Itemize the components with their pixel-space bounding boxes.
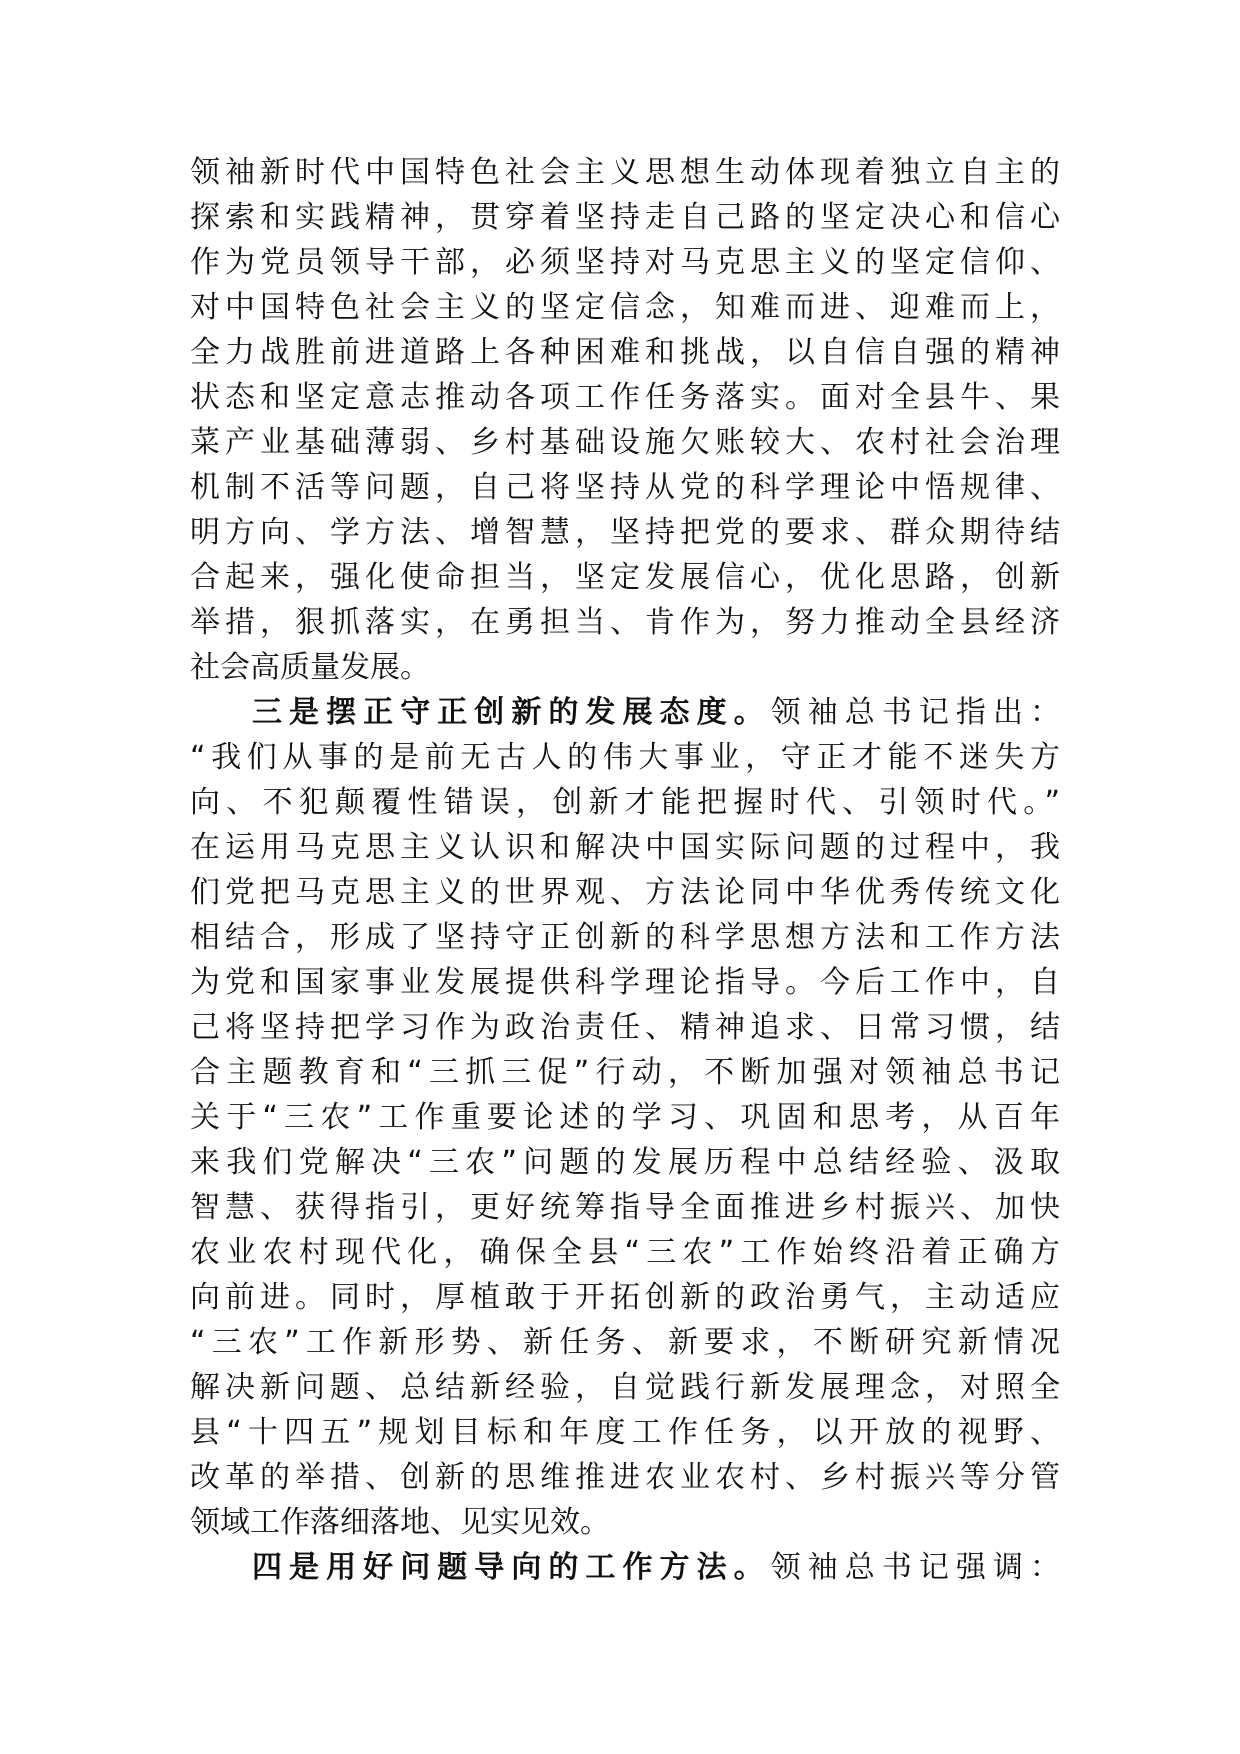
paragraph-line: 来我们党解决“三农”问题的发展历程中总结经验、汲取 — [190, 1145, 1060, 1180]
paragraph-line: 改革的举措、创新的思维推进农业农村、乡村振兴等分管 — [190, 1460, 1060, 1495]
paragraph-3 — [190, 1545, 1060, 1590]
paragraph-line: 解决新问题、总结新经验，自觉践行新发展理念，对照全 — [190, 1370, 1060, 1405]
paragraph-line: 相结合，形成了坚持守正创新的科学思想方法和工作方法 — [190, 920, 1060, 955]
paragraph-first-line — [190, 690, 1060, 735]
paragraph-line: 关于“三农”工作重要论述的学习、巩固和思考，从百年 — [190, 1100, 1060, 1135]
paragraph-1 — [190, 150, 1060, 690]
section-heading: 四是用好问题导向的工作方法。 — [252, 1550, 771, 1585]
heading-followup-text: 领袖总书记强调： — [770, 1550, 1060, 1585]
paragraph-line: 探索和实践精神，贯穿着坚持走自己路的坚定决心和信心 — [190, 200, 1060, 235]
section-heading: 三是摆正守正创新的发展态度。 — [252, 695, 771, 730]
paragraph-line: “三农”工作新形势、新任务、新要求，不断研究新情况 — [190, 1325, 1060, 1360]
paragraph-line: 向、不犯颠覆性错误，创新才能把握时代、引领时代。” — [190, 785, 1060, 820]
paragraph-line: 机制不活等问题，自己将坚持从党的科学理论中悟规律、 — [190, 470, 1060, 505]
paragraph-line: 智慧、获得指引，更好统筹指导全面推进乡村振兴、加快 — [190, 1190, 1060, 1225]
paragraph-2 — [190, 690, 1060, 1545]
paragraph-line: 县“十四五”规划目标和年度工作任务，以开放的视野、 — [190, 1415, 1060, 1450]
paragraph-line: 明方向、学方法、增智慧，坚持把党的要求、群众期待结 — [190, 515, 1060, 550]
document-page — [190, 150, 1060, 1590]
paragraph-first-line — [190, 1545, 1060, 1590]
paragraph-line: 菜产业基础薄弱、乡村基础设施欠账较大、农村社会治理 — [190, 425, 1060, 460]
paragraph-line: 己将坚持把学习作为政治责任、精神追求、日常习惯，结 — [190, 1010, 1060, 1045]
paragraph-line: 合主题教育和“三抓三促”行动，不断加强对领袖总书记 — [190, 1055, 1060, 1090]
paragraph-line: 全力战胜前进道路上各种困难和挑战，以自信自强的精神 — [190, 335, 1060, 370]
paragraph-line: 在运用马克思主义认识和解决中国实际问题的过程中，我 — [190, 830, 1060, 865]
paragraph-line: 为党和国家事业发展提供科学理论指导。今后工作中，自 — [190, 965, 1060, 1000]
paragraph-line: 社会高质量发展。 — [190, 650, 430, 685]
paragraph-line: 们党把马克思主义的世界观、方法论同中华优秀传统文化 — [190, 875, 1060, 910]
paragraph-line: 作为党员领导干部，必须坚持对马克思主义的坚定信仰、 — [190, 245, 1060, 280]
paragraph-line: 农业农村现代化，确保全县“三农”工作始终沿着正确方 — [190, 1235, 1060, 1270]
paragraph-line: 合起来，强化使命担当，坚定发展信心，优化思路，创新 — [190, 560, 1060, 595]
paragraph-line: 状态和坚定意志推动各项工作任务落实。面对全县牛、果 — [190, 380, 1060, 415]
paragraph-line: 领袖新时代中国特色社会主义思想生动体现着独立自主的 — [190, 155, 1060, 190]
paragraph-line: 举措，狠抓落实，在勇担当、肯作为，努力推动全县经济 — [190, 605, 1060, 640]
paragraph-line: 向前进。同时，厚植敢于开拓创新的政治勇气，主动适应 — [190, 1280, 1060, 1315]
paragraph-line: “我们从事的是前无古人的伟大事业，守正才能不迷失方 — [190, 740, 1060, 775]
paragraph-line: 对中国特色社会主义的坚定信念，知难而进、迎难而上， — [190, 290, 1060, 325]
heading-followup-text: 领袖总书记指出： — [770, 695, 1060, 730]
paragraph-line: 领域工作落细落地、见实见效。 — [190, 1505, 610, 1540]
